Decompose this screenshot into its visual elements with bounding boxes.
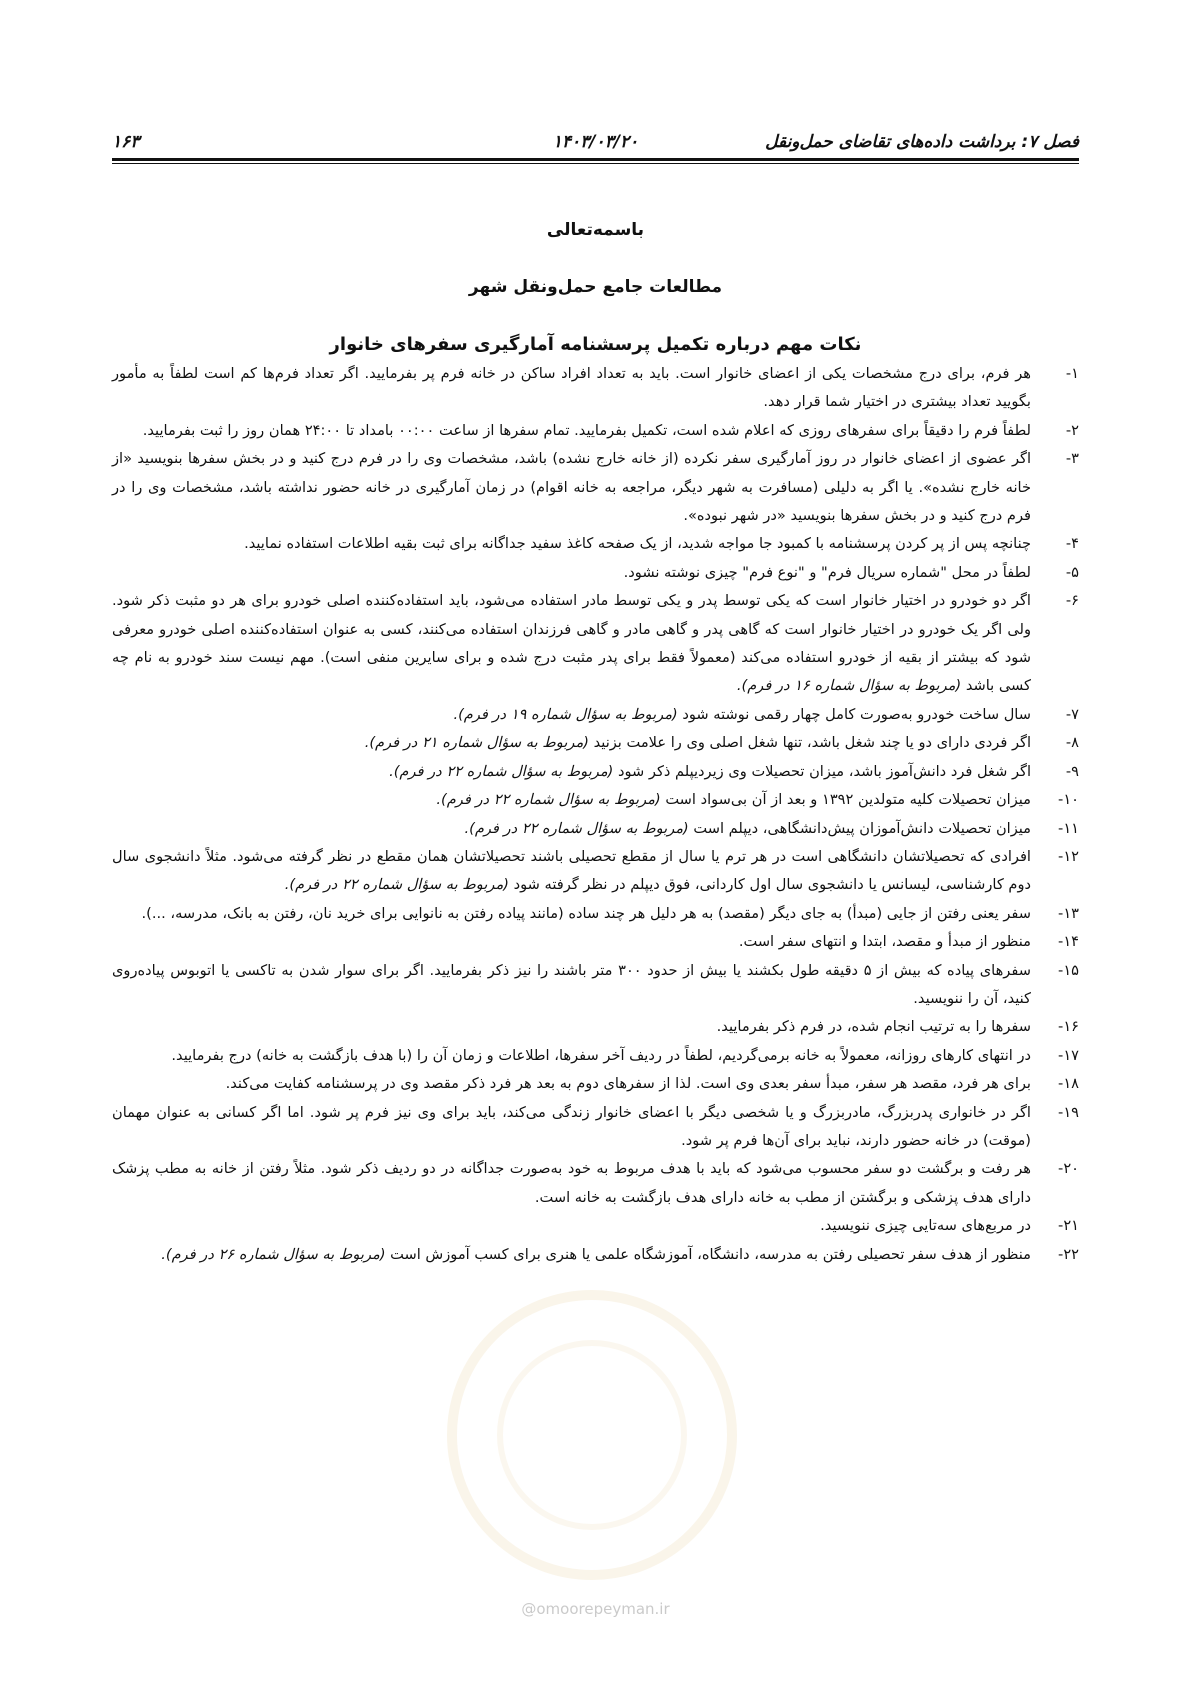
list-item-text: اگر عضوی از اعضای خانوار در روز آمارگیری سفر نکرده (از خانه خارج نشده) باشد، مشخصات وی را در فرم درج کنید و در بخش سفرها بنویسید «از خانه خارج نشده». یا اگر به دلیلی (مسافرت به شهر دیگر، مراجعه به خانه اقوام) در زمان آمارگیری در خانه حضور نداشته باشد، مشخصات وی را در فرم درج کنید و در بخش سفرها بنویسید «در شهر نبوده». — [112, 450, 1031, 525]
list-item — [112, 445, 1079, 530]
list-item — [112, 1099, 1079, 1156]
list-item — [112, 1042, 1079, 1070]
list-item — [112, 843, 1079, 900]
list-item — [112, 786, 1079, 814]
list-item-number: ۲۲- — [1058, 1245, 1079, 1263]
list-item-number: ۱۴- — [1058, 933, 1079, 951]
list-item-number: ۲۱- — [1058, 1217, 1079, 1235]
list-item-text: لطفاً در محل "شماره سریال فرم" و "نوع فرم" چیزی نوشته نشود. — [623, 563, 1031, 581]
question-reference: (مربوط به سؤال شماره ۱۶ در فرم). — [736, 677, 962, 695]
list-item-text: هر رفت و برگشت دو سفر محسوب می‌شود که باید با هدف مربوط به خود به‌صورت جداگانه در دو ردیف ذکر شود. مثلاً رفتن از خانه به مطب پزشک دارای هدف پزشکی و برگشتن از مطب به خانه دارای هدف بازگشت به خانه است. — [112, 1160, 1031, 1206]
list-item-text: هر فرم، برای درج مشخصات یکی از اعضای خانوار است. باید به تعداد افراد ساکن در خانه فرم پر بفرمایید. اگر تعداد فرم‌ها کم است لطفاً به مأمور بگویید تعداد بیشتری در اختیار شما قرار دهد. — [112, 365, 1031, 411]
header-date: ۱۴۰۳/۰۳/۲۰ — [552, 132, 639, 152]
header-rule-thick — [112, 158, 1079, 161]
list-item-number: ۶- — [1065, 592, 1079, 610]
list-item-text: منظور از هدف سفر تحصیلی رفتن به مدرسه، دانشگاه، آموزشگاه علمی یا هنری برای کسب آموزش است — [390, 1245, 1031, 1263]
chapter-title: فصل ۷: برداشت داده‌های تقاضای حمل‌ونقل — [765, 132, 1079, 152]
page-number: ۱۶۳ — [112, 132, 140, 152]
list-item-text: سال ساخت خودرو به‌صورت کامل چهار رقمی نوشته شود — [682, 705, 1031, 723]
section-heading: نکات مهم درباره تکمیل پرسشنامه آمارگیری سفرهای خانوار — [329, 334, 862, 355]
list-item — [112, 815, 1079, 843]
list-item-number: ۴- — [1065, 535, 1079, 553]
list-item — [112, 587, 1079, 701]
notes-list — [112, 360, 1079, 1269]
list-item — [112, 559, 1079, 587]
list-item-text: در انتهای کارهای روزانه، معمولاً به خانه برمی‌گردیم، لطفاً در ردیف آخر سفرها، اطلاعات و زمان آن را (با هدف بازگشت به خانه) درج بفرمایید. — [171, 1046, 1031, 1064]
list-item-number: ۱۰- — [1058, 791, 1079, 809]
list-item — [112, 900, 1079, 928]
list-item-number: ۲- — [1065, 421, 1079, 439]
question-reference: (مربوط به سؤال شماره ۲۲ در فرم). — [389, 762, 614, 780]
list-item-number: ۸- — [1065, 734, 1079, 752]
list-item-text: در مربع‌های سه‌تایی چیزی ننویسید. — [820, 1217, 1031, 1235]
list-item — [112, 957, 1079, 1014]
list-item-text: میزان تحصیلات دانش‌آموزان پیش‌دانشگاهی، دیپلم است — [693, 819, 1031, 837]
watermark-text: @omoorepeyman.ir — [521, 1600, 670, 1618]
list-item — [112, 360, 1079, 417]
list-item-text: اگر در خانواری پدربزرگ، مادربزرگ و یا شخصی دیگر با اعضای خانوار زندگی می‌کند، باید برای وی نیز فرم پر شود. اما اگر کسانی به عنوان مهمان (موقت) در خانه حضور دارند، نباید برای آن‌ها فرم پر شود. — [112, 1103, 1031, 1149]
watermark-seal-icon — [447, 1290, 737, 1580]
list-item-number: ۱۶- — [1058, 1018, 1079, 1036]
list-item-text: لطفاً فرم را دقیقاً برای سفرهای روزی که اعلام شده است، تکمیل بفرمایید. تمام سفرها از ساعت ۰۰:۰۰ بامداد تا ۲۴:۰۰ همان روز را ثبت بفرمایید. — [142, 421, 1031, 439]
list-item — [112, 1212, 1079, 1240]
question-reference: (مربوط به سؤال شماره ۲۱ در فرم). — [364, 734, 589, 752]
list-item-text: افرادی که تحصیلاتشان دانشگاهی است در هر ترم یا سال از مقطع تحصیلی باشند تحصیلاتشان همان مقطع در نظر گرفته می‌شود. مثلاً دانشجوی سال دوم کارشناسی، لیسانس یا دانشجوی سال اول کاردانی، فوق دیپلم در نظر گرفته شود — [112, 847, 1031, 894]
question-reference: (مربوط به سؤال شماره ۲۶ در فرم). — [161, 1245, 386, 1263]
list-item-number: ۱۱- — [1058, 819, 1079, 837]
list-item-number: ۷- — [1065, 705, 1079, 723]
list-item-number: ۱۹- — [1058, 1103, 1079, 1121]
list-item-text: میزان تحصیلات کلیه متولدین ۱۳۹۲ و بعد از آن بی‌سواد است — [665, 791, 1031, 809]
list-item — [112, 758, 1079, 786]
list-item-number: ۹- — [1065, 762, 1079, 780]
list-item — [112, 1241, 1079, 1269]
list-item — [112, 1070, 1079, 1098]
watermark-seal-inner — [497, 1340, 687, 1530]
list-item-text: منظور از مبدأ و مقصد، ابتدا و انتهای سفر است. — [738, 933, 1031, 951]
list-item — [112, 729, 1079, 757]
question-reference: (مربوط به سؤال شماره ۲۲ در فرم). — [284, 876, 509, 894]
list-item-number: ۱- — [1065, 365, 1079, 382]
question-reference: (مربوط به سؤال شماره ۲۲ در فرم). — [436, 791, 661, 809]
list-item-text: سفرهای پیاده که بیش از ۵ دقیقه طول بکشند یا بیش از حدود ۳۰۰ متر باشند را نیز ذکر بفرمایید. اگر برای سوار شدن به تاکسی یا اتوبوس پیاده‌روی کنید، آن را ننویسید. — [112, 961, 1031, 1007]
list-item-number: ۱۷- — [1058, 1046, 1079, 1064]
list-item — [112, 530, 1079, 558]
list-item-number: ۱۸- — [1058, 1075, 1079, 1093]
list-item-text: سفر یعنی رفتن از جایی (مبدأ) به جای دیگر (مقصد) به هر دلیل هر چند ساده (مانند پیاده رفتن به نانوایی برای خرید نان، رفتن به بانک، مدرسه، ...). — [141, 904, 1031, 922]
list-item-text: اگر دو خودرو در اختیار خانوار است که یکی توسط پدر و یکی توسط مادر استفاده می‌شود، باید استفاده‌کننده اصلی خودرو برای هر دو مثبت ذکر شود. ولی اگر یک خودرو در اختیار خانوار است که گاهی پدر و گاهی مادر و گاهی فرزندان استفاده می‌کنند، کسی به عنوان استفاده‌کننده اصلی خودرو معرفی شود که بیشتر از بقیه از خودرو استفاده می‌کند (معمولاً فقط برای پدر مثبت درج شده و برای سایرین منفی است). مهم نیست سند خودرو به نام چه کسی باشد — [112, 592, 1031, 695]
list-item-text: چنانچه پس از پر کردن پرسشنامه با کمبود جا مواجه شدید، از یک صفحه کاغذ سفید جداگانه برای ثبت بقیه اطلاعات استفاده نمایید. — [244, 535, 1031, 553]
list-item — [112, 417, 1079, 445]
list-item — [112, 1155, 1079, 1212]
list-item — [112, 1013, 1079, 1041]
header-rule-thin — [112, 163, 1079, 164]
list-item-number: ۱۲- — [1058, 847, 1079, 865]
question-reference: (مربوط به سؤال شماره ۲۲ در فرم). — [464, 819, 689, 837]
question-reference: (مربوط به سؤال شماره ۱۹ در فرم). — [453, 705, 678, 723]
list-item — [112, 928, 1079, 956]
list-item-number: ۲۰- — [1058, 1160, 1079, 1178]
list-item-text: برای هر فرد، مقصد هر سفر، مبدأ سفر بعدی وی است. لذا از سفرهای دوم به بعد هر فرد ذکر مقصد وی در پرسشنامه کفایت می‌کند. — [225, 1075, 1031, 1093]
list-item — [112, 701, 1079, 729]
list-item-number: ۱۳- — [1058, 904, 1079, 922]
list-item-text: اگر فردی دارای دو یا چند شغل باشد، تنها شغل اصلی وی را علامت بزنید — [593, 734, 1031, 752]
list-item-number: ۱۵- — [1058, 961, 1079, 979]
list-item-number: ۵- — [1065, 563, 1079, 581]
list-item-text: سفرها را به ترتیب انجام شده، در فرم ذکر بفرمایید. — [716, 1018, 1031, 1036]
list-item-number: ۳- — [1065, 450, 1079, 468]
page-header — [112, 128, 1079, 158]
study-title: مطالعات جامع حمل‌ونقل شهر — [468, 277, 723, 297]
list-item-text: اگر شغل فرد دانش‌آموز باشد، میزان تحصیلات وی زیردیپلم ذکر شود — [617, 762, 1031, 780]
basmala-title: باسمه‌تعالی — [546, 220, 645, 240]
